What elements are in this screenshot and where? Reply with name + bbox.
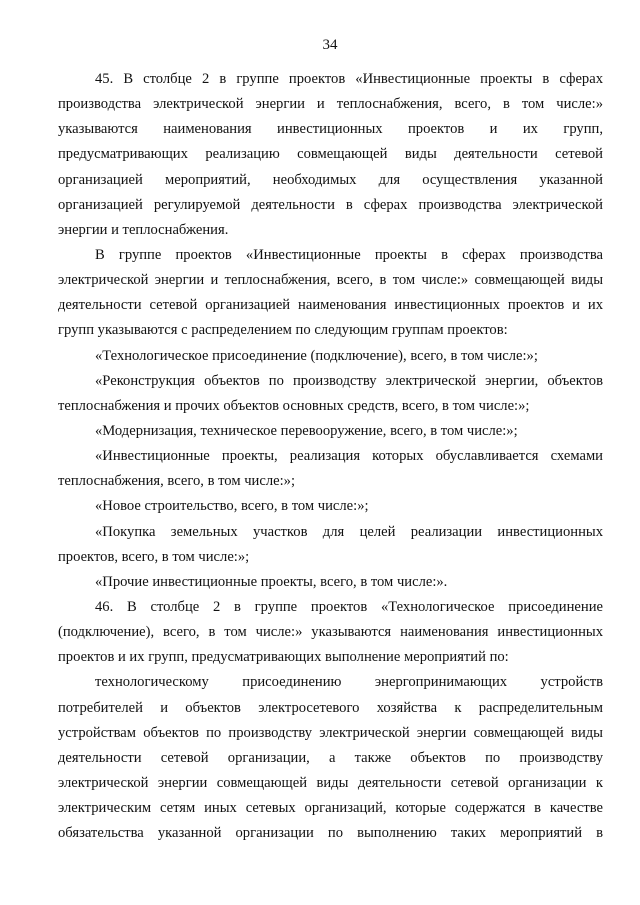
text-line: проектов, всего, в том числе:»; (58, 548, 250, 565)
text-line: предусматривающих реализацию совмещающей виды деятельности сетевой (58, 146, 603, 163)
text-line: производства электрической энергии и теплоснабжения, всего, в том числе:» (58, 96, 603, 113)
text-line: деятельности сетевой организации, а также объектов по производству (58, 749, 603, 766)
text-line: организацией регулируемой деятельности в сферах производства электрической (58, 196, 603, 213)
text-line: теплоснабжения, всего, в том числе:»; (58, 473, 296, 490)
text-line: «Модернизация, техническое перевооружение, всего, в том числе:»; (95, 422, 518, 439)
text-line: 45. В столбце 2 в группе проектов «Инвестиционные проекты в сферах (95, 71, 603, 87)
text-line: деятельности сетевой организацией наименования инвестиционных проектов и их (58, 297, 603, 314)
text-line: «Покупка земельных участков для целей реализации инвестиционных (95, 523, 603, 540)
text-line: технологическому присоединению энергопринимающих устройств (95, 674, 603, 691)
text-line: электрической энергии и теплоснабжения, всего, в том числе:» совмещающей виды (58, 272, 603, 289)
text-line: электрическим сетям иных сетевых организаций, которые содержатся в качестве (58, 800, 603, 817)
text-line: потребителей и объектов электросетевого хозяйства к распределительным (58, 699, 603, 716)
text-line: устройствам объектов по производству электрической энергии совмещающей виды (58, 724, 603, 741)
text-line: «Инвестиционные проекты, реализация которых обуславливается схемами (95, 448, 603, 465)
text-line: энергии и теплоснабжения. (58, 221, 229, 238)
text-line: «Новое строительство, всего, в том числе:»; (95, 498, 369, 515)
text-line: «Технологическое присоединение (подключение), всего, в том числе:»; (95, 347, 538, 364)
page-number: 34 (322, 37, 338, 53)
text-line: групп указываются с распределением по следующим группам проектов: (58, 322, 508, 339)
text-line: электрической энергии совмещающей виды деятельности сетевой организации к (58, 774, 603, 791)
text-line: указываются наименования инвестиционных проектов и их групп, (58, 121, 603, 138)
text-line: В группе проектов «Инвестиционные проекты в сферах производства (95, 246, 603, 263)
text-line: «Прочие инвестиционные проекты, всего, в том числе:». (95, 573, 448, 590)
text-line: теплоснабжения и прочих объектов основных средств, всего, в том числе:»; (58, 397, 530, 414)
text-line: проектов и их групп, предусматривающих выполнение мероприятий по: (58, 649, 509, 666)
text-line: «Реконструкция объектов по производству электрической энергии, объектов (95, 372, 603, 389)
text-line: 46. В столбце 2 в группе проектов «Технологическое присоединение (95, 598, 603, 615)
document-body (58, 67, 603, 846)
text-line: обязательства указанной организации по выполнению таких мероприятий в (58, 825, 603, 842)
text-line: организацией мероприятий, необходимых для осуществления указанной (58, 171, 603, 188)
text-line: (подключение), всего, в том числе:» указываются наименования инвестиционных (58, 624, 603, 641)
